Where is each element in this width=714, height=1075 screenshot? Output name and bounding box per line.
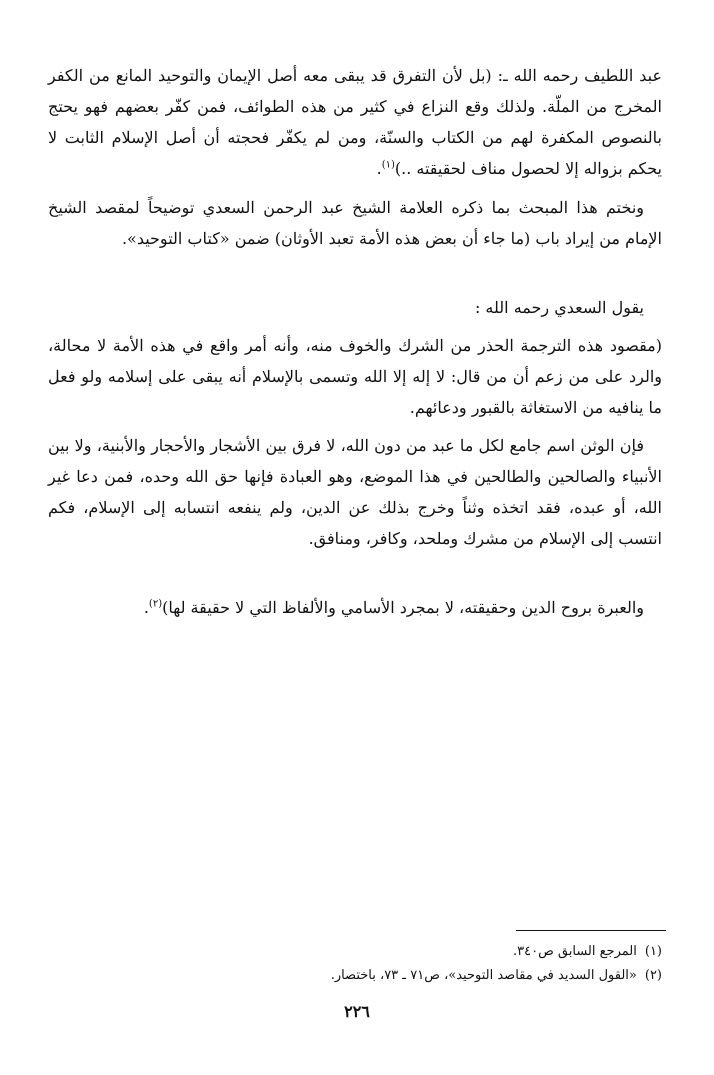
paragraph-end: . — [376, 159, 382, 178]
paragraph-4 — [48, 330, 662, 423]
paragraph-6 — [48, 592, 662, 623]
paragraph-2 — [48, 192, 662, 254]
paragraph-text: فإن الوثن اسم جامع لكل ما عبد من دون الله، لا فرق بين الأشجار والأحجار والأبنية، ولا بين الأنبياء والصالحين والطالحين في هذا الموضع، وهو العبادة فإنها حق الله وحده، فمن دعا غير الله، أو عبده، فقد اتخذه وثناً وخرج بذلك عن الدين، ولم ينفعه انتسابه إلى الإسلام، فكم انتسب إلى الإسلام من مشرك وملحد، وكافر، ومنافق. — [48, 436, 662, 548]
footnote-number: (٢) — [644, 968, 662, 983]
footnote-ref: (١) — [381, 159, 395, 171]
paragraph-3 — [48, 292, 662, 323]
paragraph-text: ونختم هذا المبحث بما ذكره العلامة الشيخ عبد الرحمن السعدي توضيحاً لمقصد الشيخ الإمام من إيراد باب (ما جاء أن بعض هذه الأمة تعبد الأوثان) ضمن «كتاب التوحيد». — [48, 198, 662, 248]
paragraph-1 — [48, 60, 662, 184]
footnote-number: (١) — [644, 944, 662, 959]
footnotes — [48, 940, 662, 988]
paragraph-text: والعبرة بروح الدين وحقيقته، لا بمجرد الأسامي والألفاظ التي لا حقيقة لها) — [162, 598, 644, 617]
page-number: ٢٢٦ — [344, 1002, 370, 1021]
footnote-text: المرجع السابق ص٣٤٠. — [512, 944, 637, 959]
footnote-divider — [516, 930, 666, 931]
footnote-2 — [48, 964, 662, 988]
paragraph-text: عبد اللطيف رحمه الله ـ: (بل لأن التفرق قد يبقى معه أصل الإيمان والتوحيد المانع من الكفر المخرج من الملّة. ولذلك وقع النزاع في كثير من هذه الطوائف، فمن كفّر بعضهم فهو يحتج بالنصوص المكفرة لهم من الكتاب والسنّة، ومن لم يكفّر فحجته أن أصل الإسلام الثابت لا يحكم بزواله إلا لحصول مناف لحقيقته ..) — [48, 66, 662, 178]
paragraph-text: (مقصود هذه الترجمة الحذر من الشرك والخوف منه، وأنه أمر واقع في هذه الأمة لا محالة، والرد على من زعم أن من قال: لا إله إلا الله وتسمى بالإسلام أنه يبقى على إسلامه ولو فعل ما ينافيه من الاستغاثة بالقبور ودعائهم. — [48, 336, 662, 417]
paragraph-end: . — [143, 598, 149, 617]
paragraph-text: يقول السعدي رحمه الله : — [474, 298, 644, 317]
footnote-text: «القول السديد في مقاصد التوحيد»، ص٧١ ـ ٧٣، باختصار. — [330, 968, 637, 983]
footnote-ref: (٢) — [148, 598, 163, 610]
footnote-1 — [48, 940, 662, 964]
paragraph-5 — [48, 430, 662, 554]
